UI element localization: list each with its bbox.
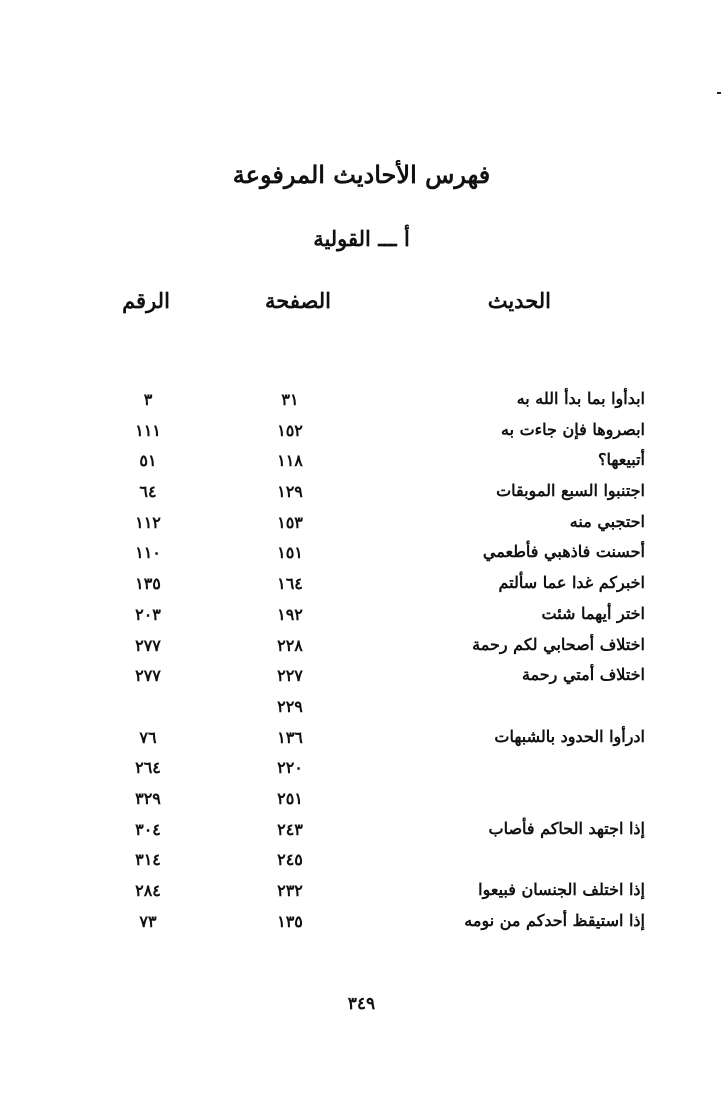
hadith-text: إذا اجتهد الحاكم فأصاب (488, 818, 645, 838)
hadith-text: أحسنت فاذهبي فأطعمي (482, 542, 645, 562)
page-ref: ١٩٢ (277, 604, 303, 624)
hadith-number: ٢٧٧ (135, 635, 161, 655)
page-ref: ١١٨ (277, 451, 303, 471)
page-ref: ٢٢٧ (277, 666, 303, 686)
hadith-text: اجتنبوا السبع الموبقات (496, 481, 645, 501)
hadith-text: اختلاف أمتي رحمة (521, 665, 645, 685)
page-ref: ١٣٥ (277, 911, 303, 931)
index-row (0, 479, 723, 510)
hadith-number: ٧٦ (139, 727, 157, 747)
hadith-number: ٢٦٤ (135, 758, 161, 778)
index-row (0, 909, 723, 940)
hadith-text: احتجبي منه (569, 511, 645, 531)
hadith-number: ٢٠٣ (135, 604, 161, 624)
hadith-number: ١١٠ (135, 543, 161, 563)
hadith-number: ٢٧٧ (135, 666, 161, 686)
index-row (0, 694, 723, 725)
page-ref: ٢٣٢ (277, 881, 303, 900)
hadith-number: ٣٠٤ (135, 819, 161, 839)
index-row (0, 786, 723, 817)
index-row (0, 602, 723, 633)
hadith-index-list (0, 387, 723, 939)
index-row (0, 663, 723, 694)
page-title: فهرس الأحاديث المرفوعة (232, 160, 491, 189)
hadith-number: ٣١٤ (135, 850, 161, 870)
page-ref: ٢٥١ (277, 788, 303, 808)
hadith-text: إذا استيقظ أحدكم من نومه (464, 910, 645, 930)
page-ref: ١٥٣ (277, 512, 303, 532)
page-ref: ١٢٩ (277, 482, 303, 502)
index-row (0, 847, 723, 878)
index-row (0, 510, 723, 541)
page-ref: ٢٢٨ (277, 635, 303, 655)
hadith-number: ١٣٥ (135, 574, 161, 594)
hadith-number: ١١٢ (135, 512, 161, 532)
hadith-number: ٣ (143, 390, 153, 409)
column-header-number: الرقم (122, 288, 170, 313)
page-ref: ٢٢٠ (277, 758, 303, 778)
column-header-page: الصفحة (265, 288, 331, 313)
page-ref: ١٥٢ (277, 420, 303, 440)
page-ref: ١٦٤ (277, 574, 303, 594)
index-row (0, 448, 723, 479)
index-row (0, 755, 723, 786)
hadith-text: ادرأوا الحدود بالشبهات (494, 726, 645, 746)
page-ref: ٣١ (281, 390, 299, 409)
index-row (0, 418, 723, 449)
page-ref: ٢٤٥ (277, 850, 303, 870)
hadith-text: إذا اختلف الجنسان فبيعوا (478, 880, 645, 899)
index-row (0, 633, 723, 664)
hadith-text: اختلاف أصحابي لكم رحمة (472, 634, 645, 654)
column-header-hadith: الحديث (487, 288, 551, 313)
page-ref: ١٥١ (277, 543, 303, 563)
hadith-number: ٣٢٩ (135, 788, 161, 808)
section-title: أ ـــ القولية (313, 226, 410, 251)
hadith-number: ٦٤ (139, 482, 157, 502)
hadith-text: ابصروها فإن جاءت به (500, 419, 645, 439)
hadith-text: ابدأوا بما بدأ الله به (516, 389, 645, 408)
index-row (0, 725, 723, 756)
hadith-number: ١١١ (135, 420, 161, 440)
page-ref: ١٣٦ (277, 727, 303, 747)
index-row (0, 387, 723, 418)
hadith-number: ٥١ (139, 451, 157, 471)
hadith-text: اختر أيهما شئت (541, 603, 645, 623)
hadith-number: ٢٨٤ (135, 881, 161, 900)
hadith-text: أتبيعها؟ (597, 450, 645, 470)
index-row (0, 817, 723, 848)
page-ref: ٢٢٩ (277, 696, 303, 716)
page-ref: ٢٤٣ (277, 819, 303, 839)
page-number: ٣٤٩ (347, 994, 376, 1014)
index-row (0, 540, 723, 571)
edge-mark (717, 92, 721, 94)
hadith-text: اخبركم غدا عما سألتم (498, 573, 645, 593)
index-row (0, 878, 723, 909)
index-row (0, 571, 723, 602)
hadith-number: ٧٣ (139, 911, 157, 931)
